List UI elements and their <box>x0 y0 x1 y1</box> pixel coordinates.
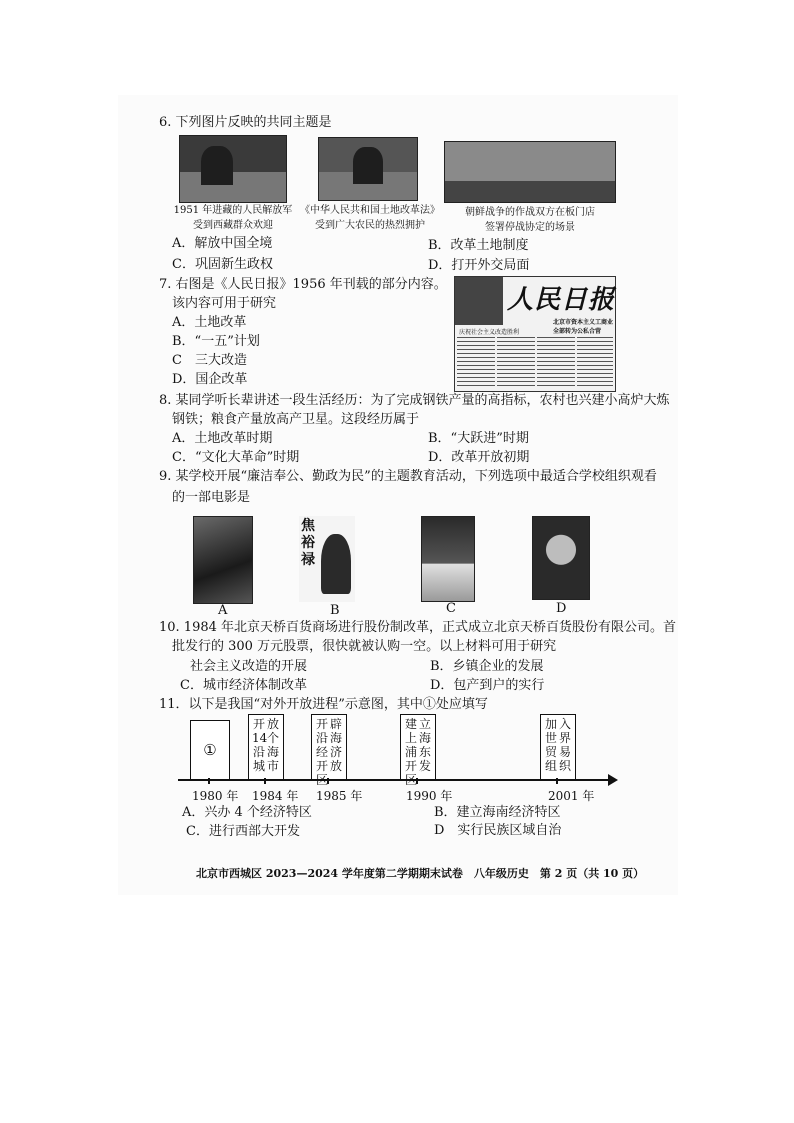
q8-option-a[interactable]: A．土地改革时期 <box>172 431 273 446</box>
q9-stem-2: 的一部电影是 <box>172 490 251 505</box>
q10-option-a[interactable]: 社会主义改造的开展 <box>190 659 308 674</box>
newspaper-headline-2: 庆祝社会主义改造胜利 <box>459 329 520 336</box>
timeline-box-3: 开 沿 经 开 辟 海 济 放 <box>311 714 347 780</box>
q7-stem-2: 该内容可用于研究 <box>172 296 277 311</box>
q7-option-d[interactable]: D．国企改革 <box>172 372 248 387</box>
q10-option-b[interactable]: B．乡镇企业的发展 <box>430 659 544 674</box>
q8-option-b[interactable]: B．“大跃进”时期 <box>428 431 529 446</box>
timeline-year-1985: 1985 年 <box>316 789 363 803</box>
q9-poster-b[interactable] <box>299 516 355 602</box>
q6-caption-3a: 朝鲜战争的作战双方在板门店 <box>465 207 595 218</box>
timeline-year-1980: 1980 年 <box>192 789 239 803</box>
page-footer: 北京市西城区 2023—2024 学年度第二学期期末试卷 八年级历史 第 2 页（共 10 页） <box>196 867 645 880</box>
q9-label-b: B <box>330 603 340 618</box>
newspaper-headline-1: 北京市资本主义工商业全部转为公私合营 <box>553 319 614 335</box>
q9-label-c: C <box>446 601 456 616</box>
q7-stem-1: 7. 右图是《人民日报》1956 年刊载的部分内容。 <box>159 277 447 292</box>
q6-option-d[interactable]: D．打开外交局面 <box>428 258 530 273</box>
q6-caption-3b: 签署停战协定的场景 <box>485 222 575 233</box>
newspaper-photo <box>455 277 503 325</box>
q6-caption-1a: 1951 年进藏的人民解放军 <box>173 205 293 216</box>
newspaper-title: 人民日报 <box>507 285 616 315</box>
timeline-year-2001: 2001 年 <box>548 789 595 803</box>
q6-caption-1b: 受到西藏群众欢迎 <box>193 220 273 231</box>
q10-stem-2: 批发行的 300 万元股票，很快就被认购一空。以上材料可用于研究 <box>172 639 557 654</box>
q6-photo-2 <box>318 137 418 201</box>
q6-option-c[interactable]: C．巩固新生政权 <box>172 257 273 272</box>
q8-stem-2: 钢铁；粮食产量放高产卫星。这段经历属于 <box>172 412 420 427</box>
q6-option-a[interactable]: A．解放中国全境 <box>172 236 273 251</box>
q9-label-a: A <box>218 603 228 618</box>
q6-option-b[interactable]: B．改革土地制度 <box>428 238 529 253</box>
q10-option-d[interactable]: D．包产到户的实行 <box>430 678 545 693</box>
q7-option-c[interactable]: C 三大改造 <box>172 353 247 368</box>
q11-option-b[interactable]: B．建立海南经济特区 <box>434 805 561 820</box>
timeline-box-1: ① <box>190 720 230 780</box>
q9-poster-c[interactable] <box>421 516 475 602</box>
q10-stem-1: 10. 1984 年北京天桥百货商场进行股份制改革，正式成立北京天桥百货股份有限公司。首 <box>159 620 677 635</box>
q7-option-a[interactable]: A．土地改革 <box>172 315 247 330</box>
q6-stem: 6. 下列图片反映的共同主题是 <box>159 115 332 130</box>
q9-poster-d[interactable] <box>532 516 590 600</box>
timeline-year-1984: 1984 年 <box>252 789 299 803</box>
q8-option-c[interactable]: C．“文化大革命”时期 <box>172 450 300 465</box>
timeline-axis <box>178 779 610 781</box>
q9-label-d: D <box>556 601 567 616</box>
q8-option-d[interactable]: D．改革开放初期 <box>428 450 530 465</box>
timeline-year-1990: 1990 年 <box>406 789 453 803</box>
q9-stem-1: 9. 某学校开展“廉洁奉公、勤政为民”的主题教育活动，下列选项中最适合学校组织观看 <box>159 469 657 484</box>
q11-stem: 11．以下是我国“对外开放进程”示意图，其中①处应填写 <box>159 697 488 712</box>
q8-stem-1: 8. 某同学听长辈讲述一段生活经历：为了完成钢铁产量的高指标，农村也兴建小高炉大炼 <box>159 393 670 408</box>
newspaper-image <box>454 276 616 392</box>
q6-caption-2a: 《中华人民共和国土地改革法》 <box>300 205 440 216</box>
q11-option-d[interactable]: D 实行民族区域自治 <box>434 823 562 838</box>
q9-poster-a[interactable] <box>193 516 253 604</box>
q6-caption-2b: 受到广大农民的热烈拥护 <box>315 220 425 231</box>
q9-poster-b-title: 焦裕禄 <box>301 518 315 568</box>
q6-photo-1 <box>179 135 287 203</box>
timeline-box-5: 加 世 贸 组入 界 易 织 <box>540 714 576 780</box>
timeline-arrow-icon <box>608 774 618 786</box>
timeline-box-2: 开 14 沿 城放 个 海 市 <box>248 714 284 780</box>
q11-option-a[interactable]: A．兴办 4 个经济特区 <box>182 805 312 820</box>
q6-photo-3 <box>444 141 616 203</box>
q7-option-b[interactable]: B．“一五”计划 <box>172 334 260 349</box>
q10-option-c[interactable]: C．城市经济体制改革 <box>180 678 307 693</box>
q11-option-c[interactable]: C．进行西部大开发 <box>186 824 300 839</box>
timeline-box-4: 建 上 浦 开 立 海 东 发 <box>400 714 436 780</box>
